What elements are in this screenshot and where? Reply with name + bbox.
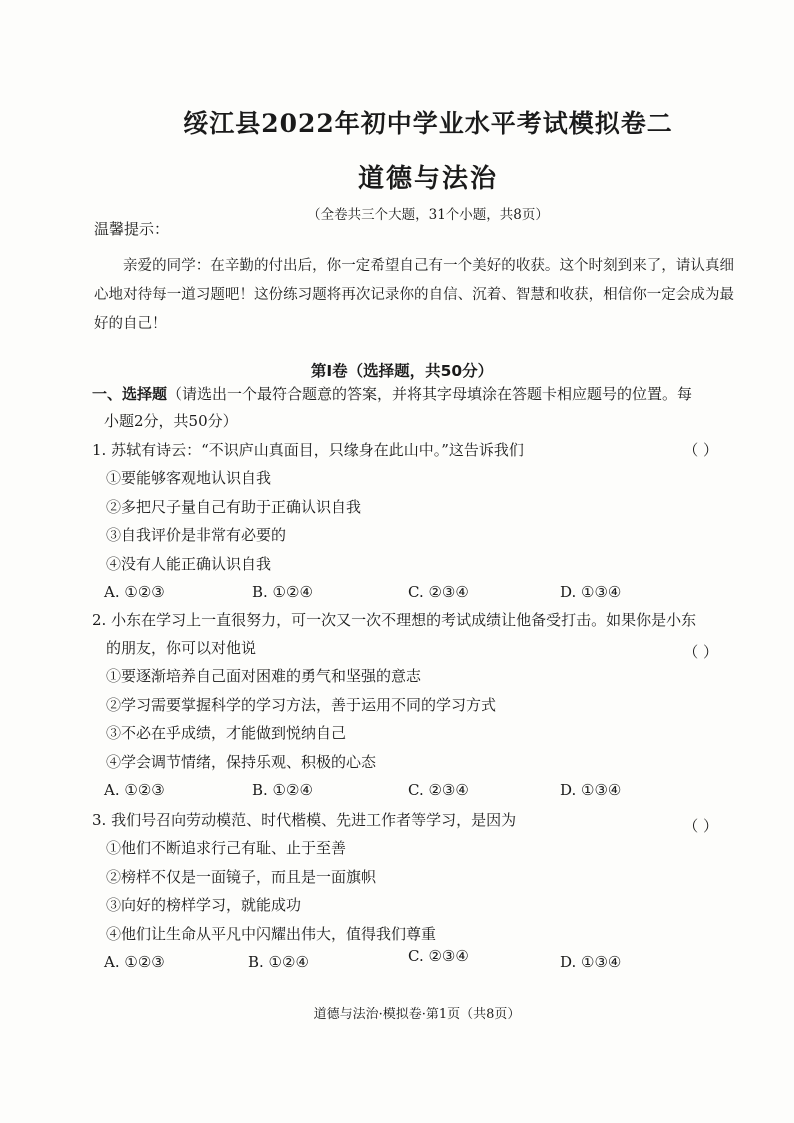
option-1: ①他们不断追求行己有耻、止于至善 (106, 839, 347, 857)
part-one-instructions (92, 381, 732, 435)
answer-bracket: （ ） (683, 643, 718, 661)
option-3: ③不必在乎成绩，才能做到悦纳自己 (106, 724, 347, 743)
question-stem: 3. 我们号召向劳动模范、时代楷模、先进工作者等学习，是因为 (92, 811, 517, 829)
option-3: ③自我评价是非常有必要的 (106, 526, 287, 545)
option-2: ②榜样不仅是一面镜子，而且是一面旗帜 (106, 867, 377, 886)
option-2: ②学习需要掌握科学的学习方法，善于运用不同的学习方式 (106, 695, 497, 714)
answer-choices (92, 948, 732, 976)
part-instruction: （请选出一个最符合题意的答案，并将其字母填涂在答题卡相应题号的位置。每 (167, 385, 693, 403)
option-1: ①要能够客观地认识自我 (106, 469, 272, 487)
exam-title: 绥江县2022年初中学业水平考试模拟卷二 (183, 109, 673, 138)
section-heading: 第Ⅰ卷（选择题，共50分） (310, 362, 494, 380)
subject-title: 道德与法治 (357, 164, 498, 194)
option-4: ④学会调节情绪，保持乐观、积极的心态 (106, 752, 377, 771)
choice-b: B. ①②④ (248, 953, 309, 972)
answer-choices (92, 578, 732, 606)
question-3 (92, 806, 732, 976)
answer-choices (92, 776, 732, 804)
answer-bracket: （ ） (683, 817, 718, 835)
question-stem: 1. 苏轼有诗云：“不识庐山真面目，只缘身在此山中。”这告诉我们 (92, 441, 524, 459)
page-footer: 道德与法治·模拟卷·第1页（共8页） (313, 1007, 521, 1022)
choice-d: D. ①③④ (560, 953, 622, 972)
option-4: ④他们让生命从平凡中闪耀出伟大，值得我们尊重 (106, 924, 437, 943)
choice-d: D. ①③④ (560, 583, 622, 602)
choice-c: C. ②③④ (408, 781, 469, 800)
choice-b: B. ①②④ (252, 781, 313, 800)
tips-heading: 温馨提示： (94, 220, 170, 238)
exam-scope-note: （全卷共三个大题，31个小题，共8页） (307, 207, 549, 223)
question-stem-cont: 的朋友，你可以对他说 (106, 639, 257, 657)
option-2: ②多把尺子量自己有助于正确认识自我 (106, 497, 362, 516)
question-1 (92, 436, 732, 606)
tips-body: 亲爱的同学：在辛勤的付出后，你一定希望自己有一个美好的收获。这个时刻到来了，请认真细心地对待每一道习题吧！这份练习题将再次记录你的自信、沉着、智慧和收获，相信你一定会成为最好的自己！ (94, 258, 734, 332)
option-1: ①要逐渐培养自己面对困难的勇气和坚强的意志 (106, 667, 422, 685)
part-label: 一、选择题 (92, 385, 168, 403)
option-4: ④没有人能正确认识自我 (106, 554, 272, 573)
option-3: ③向好的榜样学习，就能成功 (106, 896, 302, 915)
choice-a: A. ①②③ (104, 583, 165, 602)
choice-c: C. ②③④ (408, 583, 469, 602)
choice-b: B. ①②④ (252, 583, 313, 602)
question-stem: 2. 小东在学习上一直很努力，可一次又一次不理想的考试成绩让他备受打击。如果你是小东 (92, 611, 697, 629)
answer-bracket: （ ） (683, 441, 718, 459)
choice-a: A. ①②③ (104, 953, 165, 972)
choice-a: A. ①②③ (104, 781, 165, 800)
question-2 (92, 606, 732, 804)
part-instruction-cont: 小题2分，共50分） (104, 412, 238, 430)
choice-d: D. ①③④ (560, 781, 622, 800)
choice-c: C. ②③④ (408, 947, 469, 966)
